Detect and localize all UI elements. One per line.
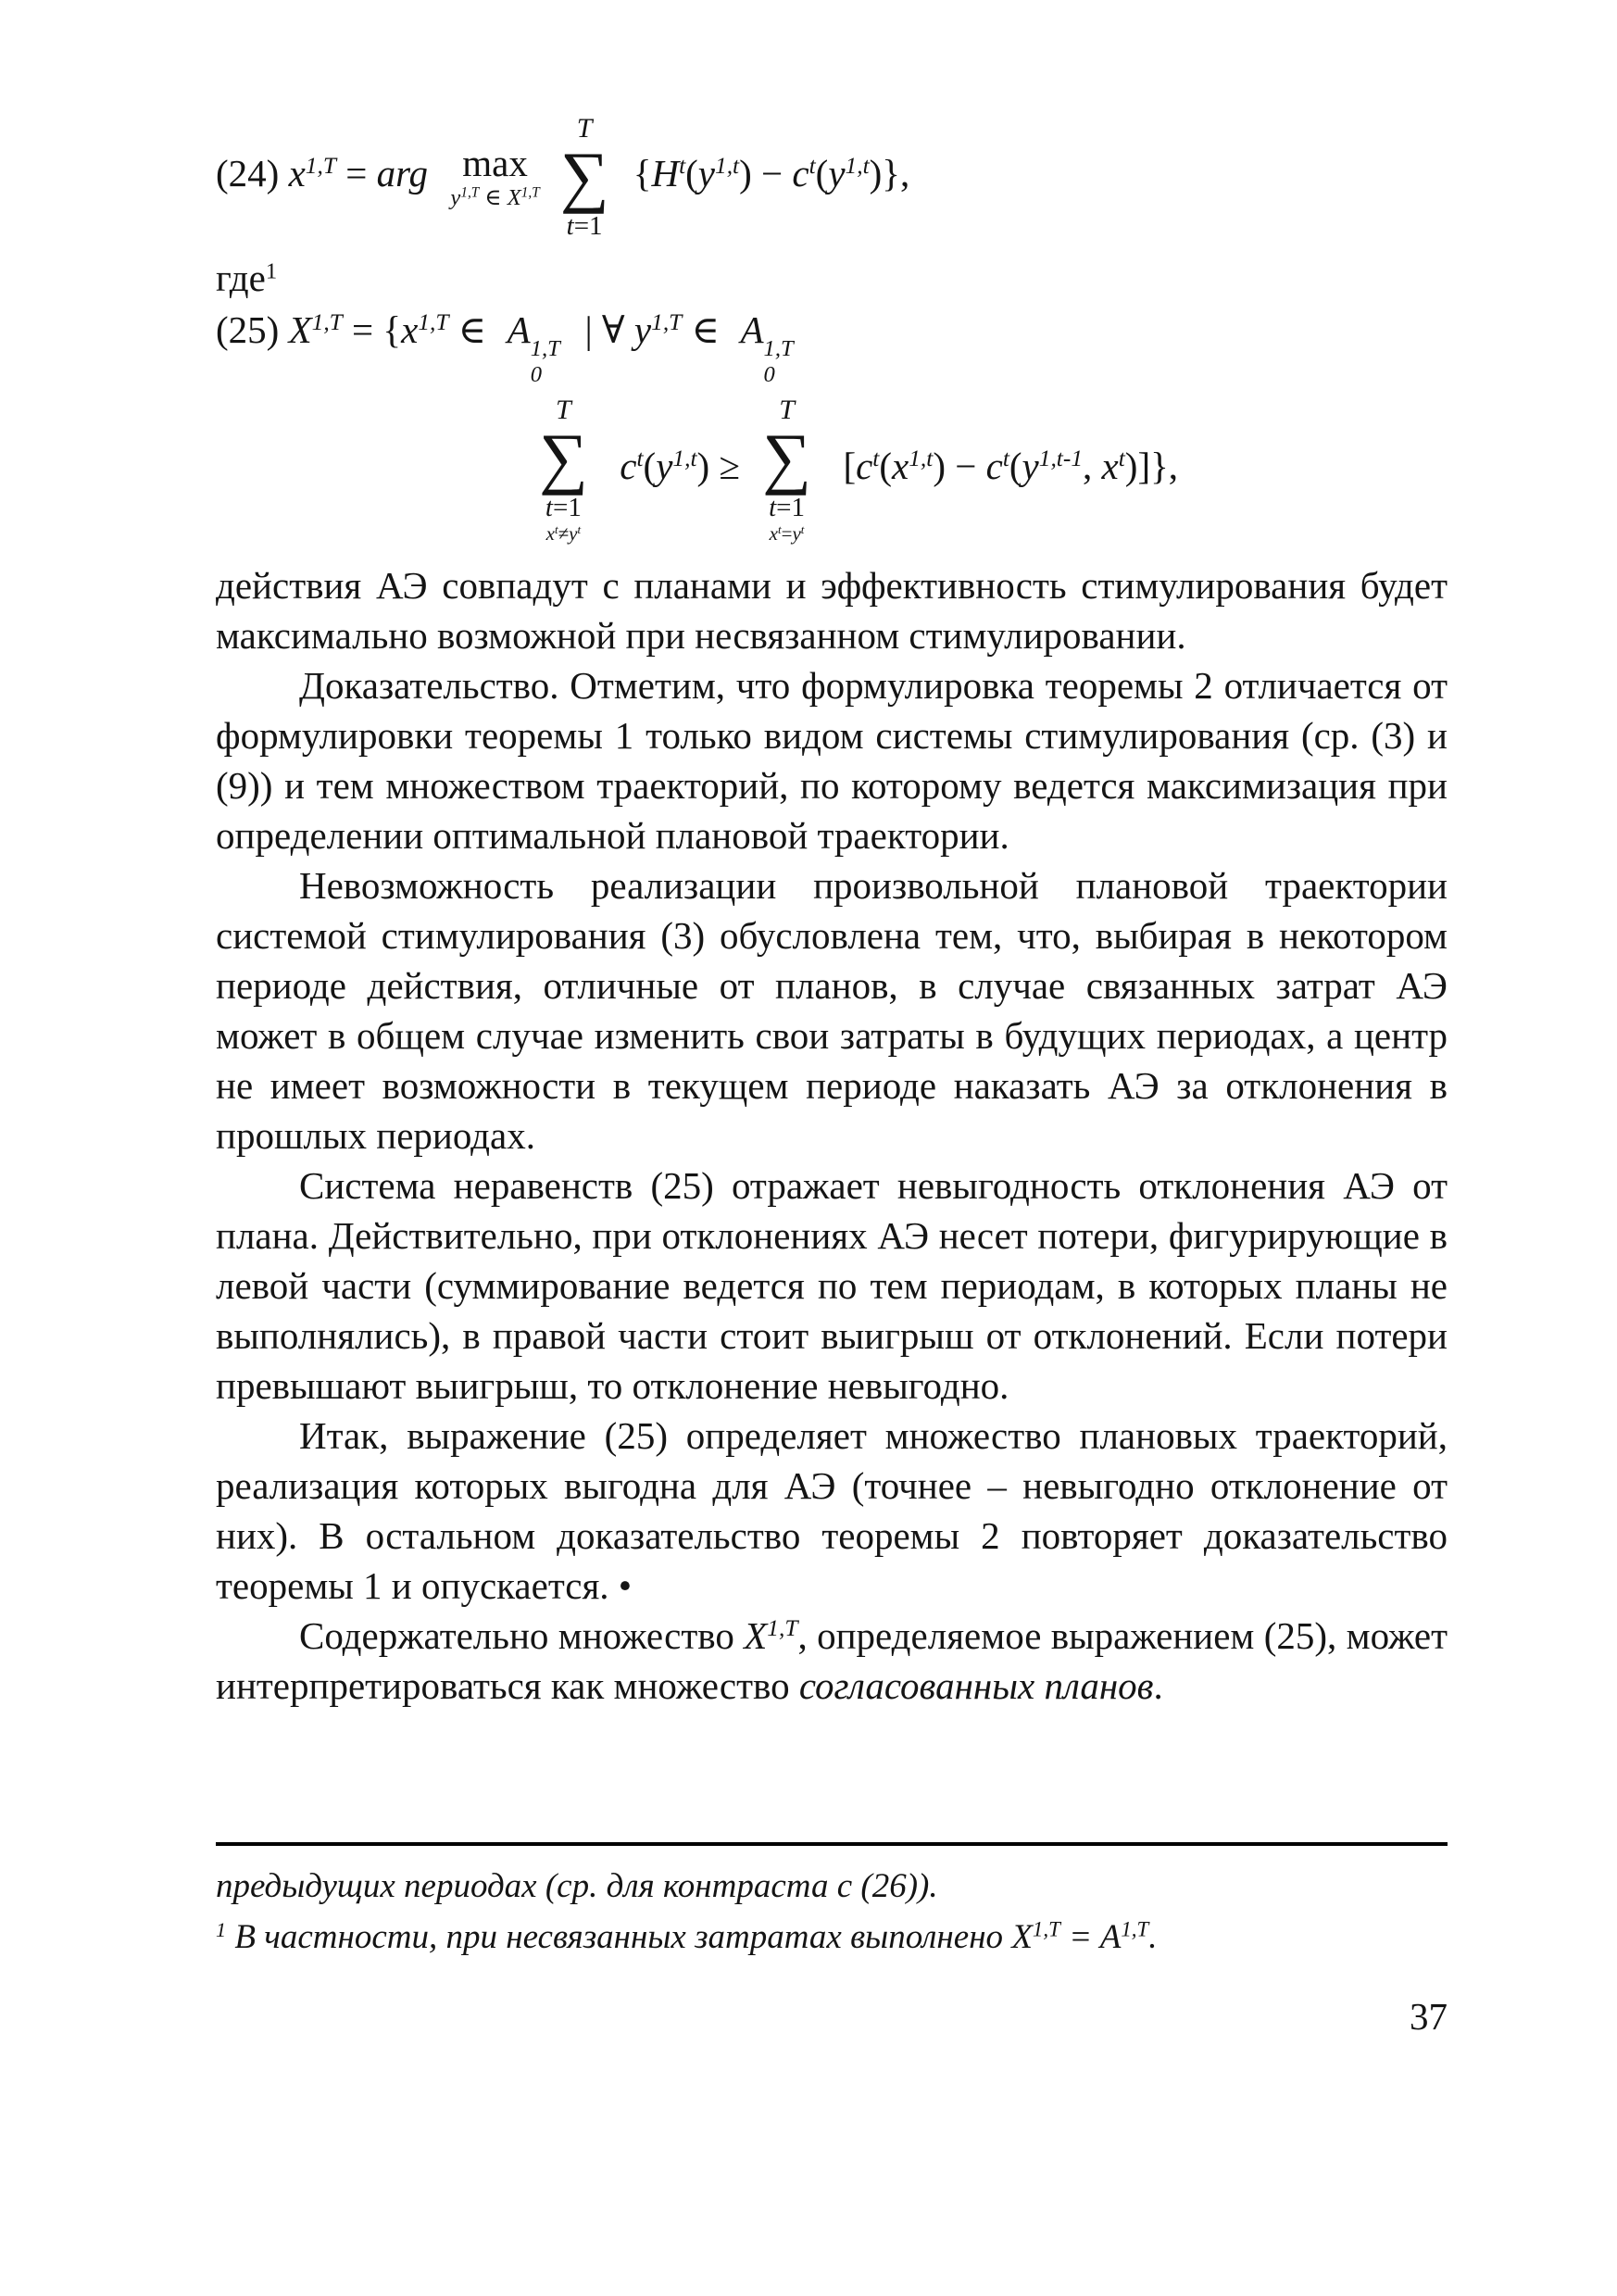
footnote-block [216,1842,1448,1963]
formula-25-line1: (25) $X^{1,T} = \{x^{1,T}$ ∈ A 1,T 0 | ∀ $y^{1,T}$ ∈ A 1,T 0 [216,308,794,388]
paragraph-proof: Доказательство. Отметим, что формулировка теоремы 2 отличается от формулировки теоремы 1 только видом системы стимулирования (ср. (3) и (9)) и тем множеством траекторий, по которому ведется максимизация при определении оптимальной плановой траектории. [216,664,1448,858]
footnote-line: $^1$ В частности, при несвязанных затратах выполнено $X^{1,T} = A^{1,T}$. [216,1917,1158,1957]
footnote-divider [216,1842,1448,1846]
formula-24: (24) $x^{1,T}$ = arg max $y^{1,T}$ ∈ $X^{1,T}$ T ∑ t=1 $\{H^t(y^{1,t}) - c^t(y^{1,t})\}$, [216,113,910,242]
formula-25-line2: T ∑ t=1 $x^t\ne y^t$ $c^t(y^{1,t})$ ≥ T ∑ t=1 $x^t=y^t$ [$c^t(x^{1,t}) - c^t(y^{1,t-1}$, $x^t$)]}, [539,395,1179,546]
paragraph-continuation: действия АЭ совпадут с планами и эффективность стимулирования будет максимально возможной при несвязанном стимулировании. [216,564,1448,658]
paragraph-conclusion: Итак, выражение (25) определяет множество плановых траекторий, реализация которых выгодна для АЭ (точнее – невыгодно отклонение от них). В остальном доказательство теоремы 2 повторяет доказательство теоремы 1 и опускается. • [216,1414,1448,1608]
paragraph-inequality-system: Система неравенств (25) отражает невыгодность отклонения АЭ от плана. Действительно, при отклонениях АЭ несет потери, фигурирующие в левой части (суммирование ведется по тем периодам, в которых планы не выполнялись), в правой части стоит выигрыш от отклонений. Если потери превышают выигрыш, то отклонение невыгодно. [216,1164,1448,1408]
footnote-line: предыдущих периодах (ср. для контраста с (26)). [216,1867,938,1906]
paragraph-interpretation: Содержательно множество $X^{1,T}$, определяемое выражением (25), может интерпретироваться как множество согласованных планов. [216,1614,1448,1708]
paragraph-impossibility: Невозможность реализации произвольной плановой траектории системой стимулирования (3) обусловлена тем, что, выбирая в некотором периоде действия, отличные от планов, в случае связанных затрат АЭ может в общем случае изменить свои затраты в будущих периодах, а центр не имеет возможности в текущем периоде наказать АЭ за отклонения в прошлых периодах. [216,864,1448,1158]
page-number: 37 [1410,1995,1448,2039]
formula-where-label: где$^1$ [216,257,278,300]
